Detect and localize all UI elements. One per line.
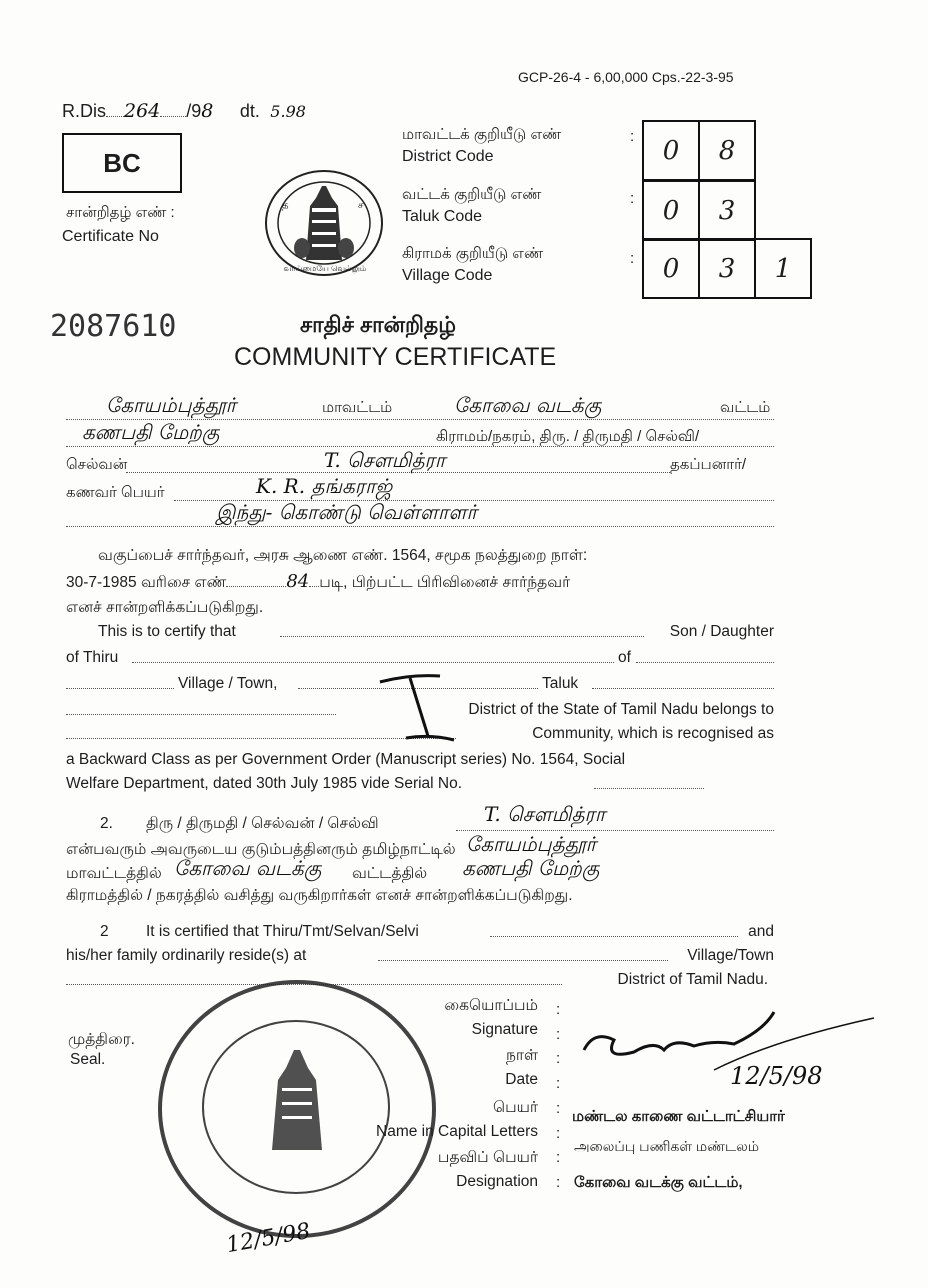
code-digit: 3 (699, 239, 755, 298)
english-line6: a Backward Class as per Government Order (Manuscript series) No. 1564, Social (66, 751, 626, 768)
tamil-para1-line1: வகுப்பைச் சார்ந்தவர், அரசு ஆணை எண். 1564, சமூக நலத்துறை நாள்: (98, 547, 588, 564)
village-value: கணபதி மேற்கு (82, 420, 220, 444)
english-line3-taluk: Taluk (542, 675, 579, 692)
signature-label-en: Signature (471, 1021, 538, 1038)
officer-line3: கோவை வடக்கு வட்டம், (574, 1174, 743, 1191)
taluk-code-boxes (642, 180, 756, 241)
seal-temple-icon (252, 1040, 342, 1160)
designation-label-ta: பதவிப் பெயர் (437, 1149, 538, 1166)
date-label-en: Date (505, 1071, 538, 1088)
seal-label-en: Seal. (70, 1051, 106, 1068)
code-digit: 3 (699, 181, 755, 240)
taluk-label: வட்டம் (720, 399, 771, 416)
english-line4-text: District of the State of Tamil Nadu belongs to (468, 701, 774, 718)
colon: : (630, 190, 635, 207)
english-line7 (66, 772, 774, 796)
official-seal (158, 980, 436, 1238)
name-label-ta: பெயர் (493, 1099, 538, 1116)
signature-colons: : : : : : : : : (556, 1001, 561, 1191)
village-code-label (402, 245, 543, 285)
tamil-res-village: கணபதி மேற்கு (462, 856, 600, 880)
state-emblem (262, 168, 386, 282)
person-value: T. செளமித்ரா (324, 448, 446, 472)
english-line2 (66, 646, 774, 670)
tamil-res-line2 (66, 832, 774, 864)
name-label-en: Name in Capital Letters (376, 1123, 538, 1140)
tamil-res-taluk: கோவை வடக்கு (174, 856, 322, 880)
certificate-no-label-ta: சான்றிதழ் எண் : (66, 204, 175, 221)
district-code-label-ta: மாவட்டக் குறியீடு எண் (402, 126, 562, 143)
father-value: K. R. தங்கராஜ் (256, 474, 393, 498)
district-label: மாவட்டம் (322, 399, 393, 416)
emblem-motto: வாய்மையே வெல்லும் (283, 264, 367, 273)
english-line1 (66, 620, 774, 644)
english-res-line3 (66, 968, 774, 992)
category-badge-text: BC (103, 147, 141, 178)
svg-text:ச: ச (358, 200, 364, 211)
village-label: கிராமம்/நகரம், திரு. / திருமதி / செல்வி/ (436, 428, 700, 445)
svg-text:த: த (282, 200, 289, 211)
tamil-res-line1-label: திரு / திருமதி / செல்வன் / செல்வி (146, 815, 379, 832)
village-code-label-en: Village Code (402, 267, 493, 284)
tamil-res-number: 2. (100, 815, 113, 832)
r-dis-line (62, 100, 306, 122)
village-code-boxes (642, 238, 812, 299)
category-badge (62, 133, 182, 193)
certificate-no-label-en: Certificate No (62, 228, 159, 245)
english-res-line2-pre: his/her family ordinarily reside(s) at (66, 947, 307, 964)
english-res-line3-text: District of Tamil Nadu. (617, 971, 768, 988)
serial-value: 84 (286, 571, 310, 592)
seal-label-ta: முத்திரை. (68, 1031, 135, 1048)
english-res-line1-pre: It is certified that Thiru/Tmt/Selvan/Selvi (146, 923, 419, 940)
tamil-res-district: கோயம்புத்தூர் (466, 832, 597, 856)
selvan-label: செல்வன் (66, 456, 128, 473)
english-res-number: 2 (100, 923, 109, 940)
r-dis-year: 8 (201, 100, 214, 122)
tamil-para1-line2 (66, 570, 774, 595)
english-res-line1 (66, 920, 774, 944)
english-res-line2 (66, 944, 774, 968)
code-digit: 0 (643, 239, 699, 298)
tamil-res-person: T. செளமித்ரா (484, 802, 606, 826)
district-code-label (402, 126, 561, 166)
r-dis-label: R.Dis (62, 101, 106, 121)
district-code-label-en: District Code (402, 148, 494, 165)
date-label: dt. (239, 101, 260, 121)
district-value: கோயம்புத்தூர் (106, 393, 237, 417)
district-code-boxes (642, 120, 756, 181)
village-code-label-ta: கிராமக் குறியீடு எண் (402, 245, 544, 262)
tamil-res-line4: கிராமத்தில் / நகரத்தில் வசித்து வருகிறார்கள் எனச் சான்றளிக்கப்படுகிறது. (66, 887, 573, 904)
tamil-para1-line2-post: படி, பிற்பட்ட பிரிவினைச் சார்ந்தவர் (319, 574, 571, 591)
colon: : (630, 250, 635, 267)
designation-label-en: Designation (456, 1173, 538, 1190)
taluk-value: கோவை வடக்கு (454, 393, 602, 417)
english-res-line1-post: and (748, 923, 774, 940)
tamil-res-line2-label: என்பவரும் அவருடைய குடும்பத்தினரும் தமிழ்நாட்டில் (66, 841, 456, 858)
tamil-para1-line2-pre: 30-7-1985 வரிசை எண் (66, 574, 227, 591)
taluk-code-label-ta: வட்டக் குறியீடு எண் (402, 186, 542, 203)
english-line1-pre: This is to certify that (98, 623, 236, 640)
title-tamil: சாதிச் சான்றிதழ் (300, 312, 456, 337)
english-line2-post: of (618, 649, 631, 666)
english-line7-text: Welfare Department, dated 30th July 1985 vide Serial No. (66, 775, 463, 792)
officer-line2: அலைப்பு பணிகள் மண்டலம் (574, 1138, 759, 1154)
community-value: இந்து- கொண்டு வெள்ளாளர் (216, 500, 477, 524)
father-label: தகப்பனார்/ (670, 456, 747, 473)
tamil-res-line3-mid: வட்டத்தில் (352, 865, 428, 882)
tamil-res-line1 (66, 802, 774, 838)
signed-date: 12/5/98 (730, 1062, 823, 1090)
signature-label-ta: கையொப்பம் (444, 997, 538, 1014)
officer-line1: மண்டல காணை வட்டாட்சியார் (572, 1108, 785, 1125)
r-dis-year-prefix: /9 (186, 101, 202, 121)
stamp-date: 12/5/98 (224, 1218, 313, 1259)
date-value: 5.98 (270, 102, 306, 121)
taluk-code-label (402, 186, 541, 226)
taluk-code-label-en: Taluk Code (402, 208, 483, 225)
date-label-ta: நாள் (505, 1047, 538, 1064)
english-line2-pre: of Thiru (66, 649, 119, 666)
colon: : (630, 128, 635, 145)
english-line5-text: Community, which is recognised as (532, 725, 774, 742)
tamil-para1-line3: எனச் சான்றளிக்கப்படுகிறது. (66, 599, 264, 616)
husband-label: கணவர் பெயர் (66, 484, 165, 501)
handwritten-mark-icon (370, 668, 460, 748)
english-line3-village: Village / Town, (178, 675, 278, 692)
print-reference: GCP-26-4 - 6,00,000 Cps.-22-3-95 (518, 69, 734, 85)
code-digit: 0 (643, 181, 699, 240)
code-digit: 0 (643, 121, 699, 180)
tamil-res-line3-label: மாவட்டத்தில் (66, 865, 162, 882)
code-digit: 8 (699, 121, 755, 180)
english-line1-post: Son / Daughter (669, 623, 774, 640)
certificate-number: 2087610 (50, 309, 177, 344)
code-digit: 1 (755, 239, 811, 298)
english-res-line2-post: Village/Town (687, 947, 774, 964)
title-english: COMMUNITY CERTIFICATE (234, 343, 557, 371)
r-dis-number: 264 (124, 100, 161, 122)
